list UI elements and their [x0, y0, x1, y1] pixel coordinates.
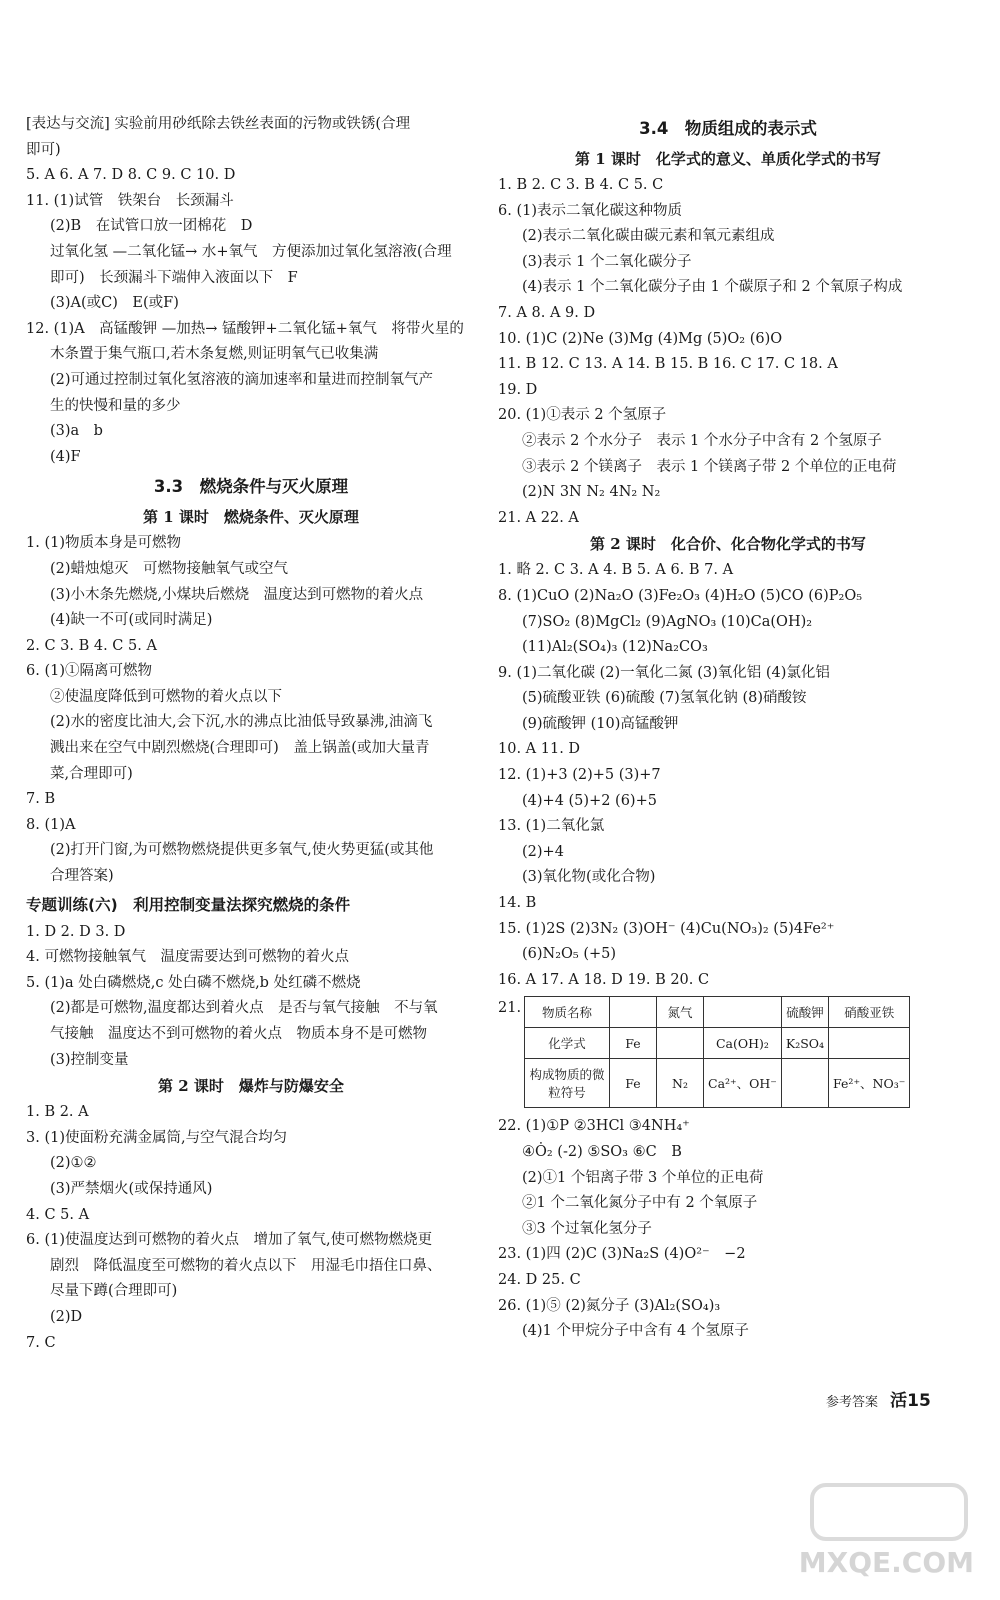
answer-line: (2)①②	[50, 1155, 97, 1172]
answer-line: (2)①1 个铝离子带 3 个单位的正电荷	[522, 1169, 764, 1186]
answer-line: 8. (1)A	[26, 816, 76, 833]
answer-line: 1. B 2. A	[26, 1104, 89, 1121]
answer-line: (7)SO₂ (8)MgCl₂ (9)AgNO₃ (10)Ca(OH)₂	[522, 613, 813, 630]
watermark-logo	[800, 1475, 980, 1585]
answer-line: 过氧化氢 —二氧化锰→ 水+氧气 方便添加过氧化氢溶液(合理	[50, 243, 452, 260]
answer-line: (4)缺一不可(或同时满足)	[50, 612, 213, 629]
answer-line: (5)硫酸亚铁 (6)硫酸 (7)氢氧化钠 (8)硝酸铵	[522, 690, 807, 707]
answer-line: 19. D	[498, 381, 538, 398]
answer-line: 15. (1)2S (2)3N₂ (3)OH⁻ (4)Cu(NO₃)₂ (5)4Fe²⁺	[498, 920, 835, 937]
answer-line: 4. C 5. A	[26, 1206, 90, 1223]
answer-line: ②使温度降低到可燃物的着火点以下	[50, 688, 282, 705]
answer-line: 5. A 6. A 7. D 8. C 9. C 10. D	[26, 167, 236, 184]
answer-line: 20. (1)①表示 2 个氢原子	[498, 407, 667, 424]
answer-line: (3)小木条先燃烧,小煤块后燃烧 温度达到可燃物的着火点	[50, 586, 424, 603]
answer-line: (6)N₂O₅ (+5)	[522, 946, 617, 963]
table-cell	[781, 1059, 828, 1108]
answer-line: (2)可通过控制过氧化氢溶液的滴加速率和量进而控制氧气产	[50, 371, 434, 388]
answer-line: ③表示 2 个镁离子 表示 1 个镁离子带 2 个单位的正电荷	[522, 458, 897, 475]
answer-line: 7. A 8. A 9. D	[498, 304, 596, 321]
table-cell: 物质名称	[525, 997, 610, 1028]
answer-line: 合理答案)	[50, 868, 114, 885]
answer-line: 4. 可燃物接触氧气 温度需要达到可燃物的着火点	[26, 949, 349, 966]
table-cell: Ca(OH)₂	[704, 1028, 782, 1059]
answer-line: (3)表示 1 个二氧化碳分子	[522, 253, 692, 270]
table-cell	[704, 997, 782, 1028]
page-footer	[826, 1386, 931, 1411]
table-cell: Fe	[610, 1059, 657, 1108]
answer-line: 即可)	[26, 141, 61, 158]
answer-line: (3)严禁烟火(或保持通风)	[50, 1180, 213, 1197]
table-row	[525, 1028, 910, 1059]
answer-line: 1. B 2. C 3. B 4. C 5. C	[498, 177, 664, 193]
table-cell: Fe	[610, 1028, 657, 1059]
answer-line: 即可) 长颈漏斗下端伸入液面以下 F	[50, 269, 298, 286]
answer-line: (2)都是可燃物,温度都达到着火点 是否与氧气接触 不与氧	[50, 1000, 438, 1017]
section-heading: 3.3 燃烧条件与灭火原理	[153, 477, 349, 497]
answer-line: (2)D	[50, 1308, 83, 1325]
answer-line: 24. D 25. C	[498, 1271, 581, 1288]
table-cell: N₂	[657, 1059, 704, 1108]
answer-line: 气接触 温度达不到可燃物的着火点 物质本身不是可燃物	[50, 1026, 427, 1042]
answer-line: 26. (1)⑤ (2)氮分子 (3)Al₂(SO₄)₃	[498, 1297, 721, 1314]
lesson-heading: 第 2 课时 爆炸与防爆安全	[158, 1077, 344, 1096]
table-row	[525, 997, 910, 1028]
answer-line: (3)控制变量	[50, 1051, 129, 1068]
answer-line: 剧烈 降低温度至可燃物的着火点以下 用湿毛巾捂住口鼻、	[50, 1257, 442, 1274]
answer-line: 溅出来在空气中剧烈燃烧(合理即可) 盖上锅盖(或加大量青	[50, 740, 430, 757]
table-cell: 硫酸钾	[781, 997, 828, 1028]
answer-line: 6. (1)表示二氧化碳这种物质	[498, 202, 682, 219]
answer-line: (2)水的密度比油大,会下沉,水的沸点比油低导致暴沸,油滴飞	[50, 714, 433, 731]
table-cell: K₂SO₄	[781, 1028, 828, 1059]
answer-line: (3)氧化物(或化合物)	[522, 869, 656, 886]
answer-line: 6. (1)使温度达到可燃物的着火点 增加了氧气,使可燃物燃烧更	[26, 1232, 433, 1249]
table-cell: Ca²⁺、OH⁻	[704, 1059, 782, 1108]
table-cell: 硝酸亚铁	[829, 997, 910, 1028]
answer-line: 7. B	[26, 791, 56, 808]
page-num: 15	[907, 1391, 931, 1411]
answer-line: 1. (1)物质本身是可燃物	[26, 535, 181, 552]
answer-line: 生的快慢和量的多少	[50, 397, 181, 414]
answer-line: 2. C 3. B 4. C 5. A	[26, 637, 157, 654]
answer-line: 10. A 11. D	[498, 741, 581, 758]
answer-line: ④Ȯ₂ (-2) ⑤SO₃ ⑥C B	[522, 1144, 682, 1160]
answer-line: (4)1 个甲烷分子中含有 4 个氢原子	[522, 1323, 749, 1340]
answer-line: ③3 个过氧化氢分子	[522, 1220, 652, 1237]
answer-line: 21. A 22. A	[498, 509, 579, 526]
page-prefix: 活	[890, 1391, 908, 1411]
answer-line: (4)F	[50, 448, 81, 465]
answer-table-block	[498, 996, 958, 1108]
answer-line: (4)表示 1 个二氧化碳分子由 1 个碳原子和 2 个氧原子构成	[522, 279, 903, 296]
table-cell: 构成物质的微粒符号	[525, 1059, 610, 1108]
answer-line: 6. (1)①隔离可燃物	[26, 663, 152, 680]
answer-line: 23. (1)四 (2)C (3)Na₂S (4)O²⁻ −2	[498, 1246, 746, 1263]
special-heading: 专题训练(六) 利用控制变量法探究燃烧的条件	[26, 895, 351, 914]
answer-line: ②表示 2 个水分子 表示 1 个水分子中含有 2 个氢原子	[522, 432, 882, 449]
answer-line: 11. (1)试管 铁架台 长颈漏斗	[26, 192, 234, 209]
answer-line: 12. (1)A 高锰酸钾 —加热→ 锰酸钾+二氧化锰+氧气 将带火星的	[26, 320, 464, 337]
left-column	[26, 112, 476, 1356]
lesson-heading: 第 1 课时 化学式的意义、单质化学式的书写	[575, 150, 881, 168]
answer-line: 8. (1)CuO (2)Na₂O (3)Fe₂O₃ (4)H₂O (5)CO (6)P₂O₅	[498, 587, 863, 604]
answer-line: 3. (1)使面粉充满金属筒,与空气混合均匀	[26, 1129, 288, 1146]
right-column	[498, 112, 958, 1345]
answer-line: 1. D 2. D 3. D	[26, 923, 126, 940]
answer-line: (2)蜡烛熄灭 可燃物接触氧气或空气	[50, 560, 289, 577]
question-number: 21.	[498, 1000, 522, 1017]
table-cell: 氮气	[657, 997, 704, 1028]
answer-line: 22. (1)①P ②3HCl ③4NH₄⁺	[498, 1118, 690, 1135]
answer-line: 7. C	[26, 1334, 56, 1351]
answer-line: (2)打开门窗,为可燃物燃烧提供更多氧气,使火势更猛(或其他	[50, 842, 434, 859]
answer-line: (2)+4	[522, 843, 564, 860]
answer-line: (2)B 在试管口放一团棉花 D	[50, 218, 253, 235]
answer-line: 16. A 17. A 18. D 19. B 20. C	[498, 971, 710, 988]
table-cell	[610, 997, 657, 1028]
answer-line: (11)Al₂(SO₄)₃ (12)Na₂CO₃	[522, 639, 708, 656]
footer-label: 参考答案	[826, 1395, 879, 1410]
table-cell	[657, 1028, 704, 1059]
answer-line: 11. B 12. C 13. A 14. B 15. B 16. C 17. C 18. A	[498, 356, 838, 373]
lesson-heading: 第 2 课时 化合价、化合物化学式的书写	[590, 535, 866, 554]
answer-line: 9. (1)二氧化碳 (2)一氧化二氮 (3)氧化铝 (4)氯化铝	[498, 664, 830, 681]
table-cell	[829, 1028, 910, 1059]
answer-line: 尽量下蹲(合理即可)	[50, 1283, 178, 1300]
answer-line: (9)硫酸钾 (10)高锰酸钾	[522, 715, 679, 732]
answer-line: [表达与交流] 实验前用砂纸除去铁丝表面的污物或铁锈(合理	[26, 116, 411, 132]
answer-line: (3)a b	[50, 423, 103, 440]
table-cell: 化学式	[525, 1028, 610, 1059]
answer-line: 5. (1)a 处白磷燃烧,c 处白磷不燃烧,b 处红磷不燃烧	[26, 974, 361, 991]
answer-line: 12. (1)+3 (2)+5 (3)+7	[498, 767, 661, 784]
answer-table	[524, 996, 910, 1108]
answer-line: ②1 个二氧化氮分子中有 2 个氧原子	[522, 1195, 758, 1212]
answer-line: 14. B	[498, 895, 537, 912]
answer-line: 菜,合理即可)	[50, 765, 133, 782]
watermark-mark-icon	[810, 1483, 968, 1541]
table-cell: Fe²⁺、NO₃⁻	[829, 1059, 910, 1108]
table-row	[525, 1059, 910, 1108]
answer-line: (3)A(或C) E(或F)	[50, 295, 179, 312]
answer-line: (2)N 3N N₂ 4N₂ N₂	[522, 484, 661, 501]
answer-line: 1. 略 2. C 3. A 4. B 5. A 6. B 7. A	[498, 562, 734, 579]
answer-line: 13. (1)二氧化氯	[498, 818, 605, 835]
answer-line: (4)+4 (5)+2 (6)+5	[522, 792, 657, 809]
answer-line: 10. (1)C (2)Ne (3)Mg (4)Mg (5)O₂ (6)O	[498, 330, 783, 347]
answer-line: 木条置于集气瓶口,若木条复燃,则证明氧气已收集满	[50, 346, 379, 363]
answer-line: (2)表示二氧化碳由碳元素和氧元素组成	[522, 228, 775, 245]
page-number	[890, 1391, 931, 1411]
lesson-heading: 第 1 课时 燃烧条件、灭火原理	[143, 508, 359, 527]
watermark-text: MXQE.COM	[798, 1546, 974, 1579]
section-heading: 3.4 物质组成的表示式	[639, 119, 817, 138]
